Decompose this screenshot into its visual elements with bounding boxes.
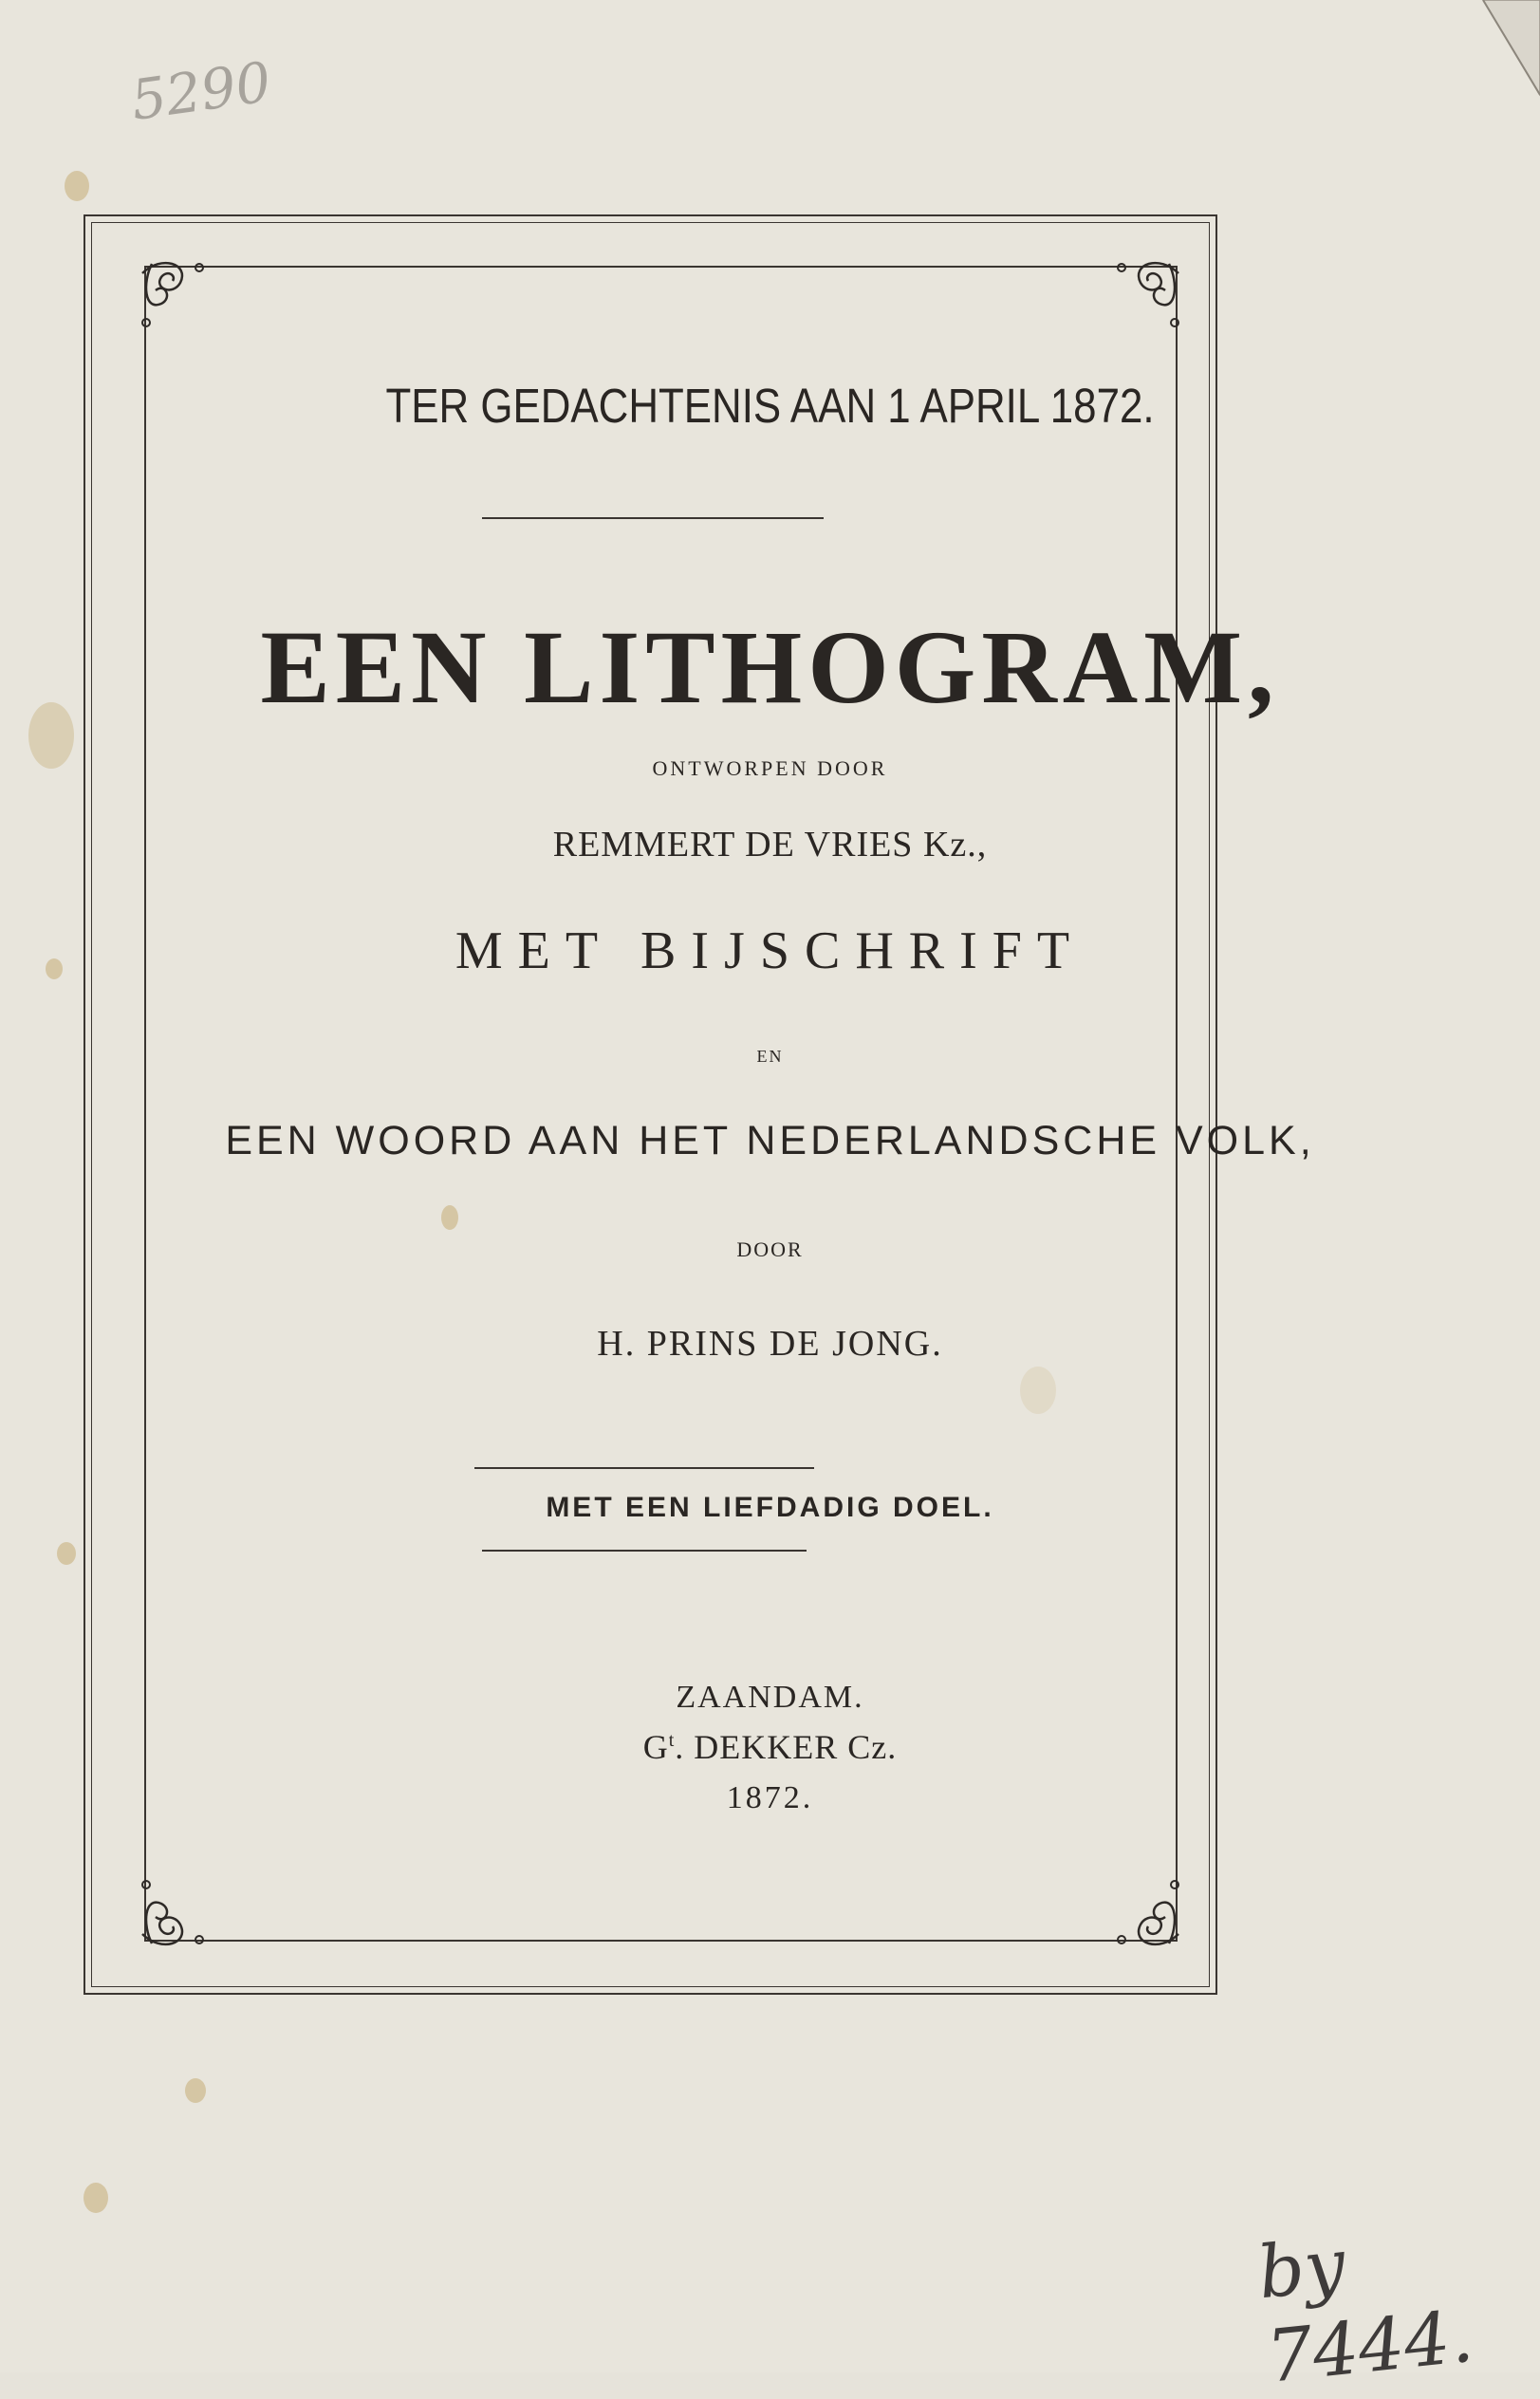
pencil-inventory-number: 5290 — [126, 49, 275, 133]
author-name: H. PRINS DE JONG. — [597, 1324, 943, 1364]
commemoration-heading: TER GEDACHTENIS AAN 1 APRIL 1872. — [385, 379, 1155, 433]
publisher-prefix: G — [642, 1728, 669, 1766]
by-label: DOOR — [736, 1237, 804, 1261]
main-title: EEN LITHOGRAM, — [260, 609, 1280, 725]
publisher-rest: . DEKKER Cz. — [675, 1728, 898, 1766]
divider-rule — [482, 1550, 807, 1552]
folded-corner — [1464, 0, 1540, 104]
publisher-name — [0, 1727, 1540, 1767]
ink-inventory-number: by 7444. — [1253, 2222, 1477, 2399]
divider-rule — [482, 517, 824, 519]
foxing-stain — [57, 1542, 76, 1565]
conjunction-label: EN — [756, 1047, 784, 1066]
purpose-statement: MET EEN LIEFDADIG DOEL. — [546, 1492, 994, 1523]
foxing-stain — [65, 171, 89, 201]
subtitle: EEN WOORD AAN HET NEDERLANDSCHE VOLK, — [225, 1118, 1315, 1163]
foxing-stain — [185, 2078, 206, 2103]
publication-year: 1872. — [726, 1780, 814, 1815]
designed-by-label: ONTWORPEN DOOR — [652, 756, 888, 780]
corner-ornament-icon — [133, 254, 237, 359]
foxing-stain — [83, 2183, 108, 2213]
corner-ornament-icon — [1084, 254, 1188, 359]
corner-ornament-icon — [1084, 1849, 1188, 1953]
caption-title: MET BIJSCHRIFT — [455, 921, 1085, 980]
publisher-superscript: t — [668, 1730, 676, 1751]
corner-ornament-icon — [133, 1849, 237, 1953]
divider-rule — [474, 1467, 814, 1469]
designer-name: REMMERT DE VRIES Kz., — [552, 825, 988, 865]
publication-place: ZAANDAM. — [676, 1680, 864, 1715]
